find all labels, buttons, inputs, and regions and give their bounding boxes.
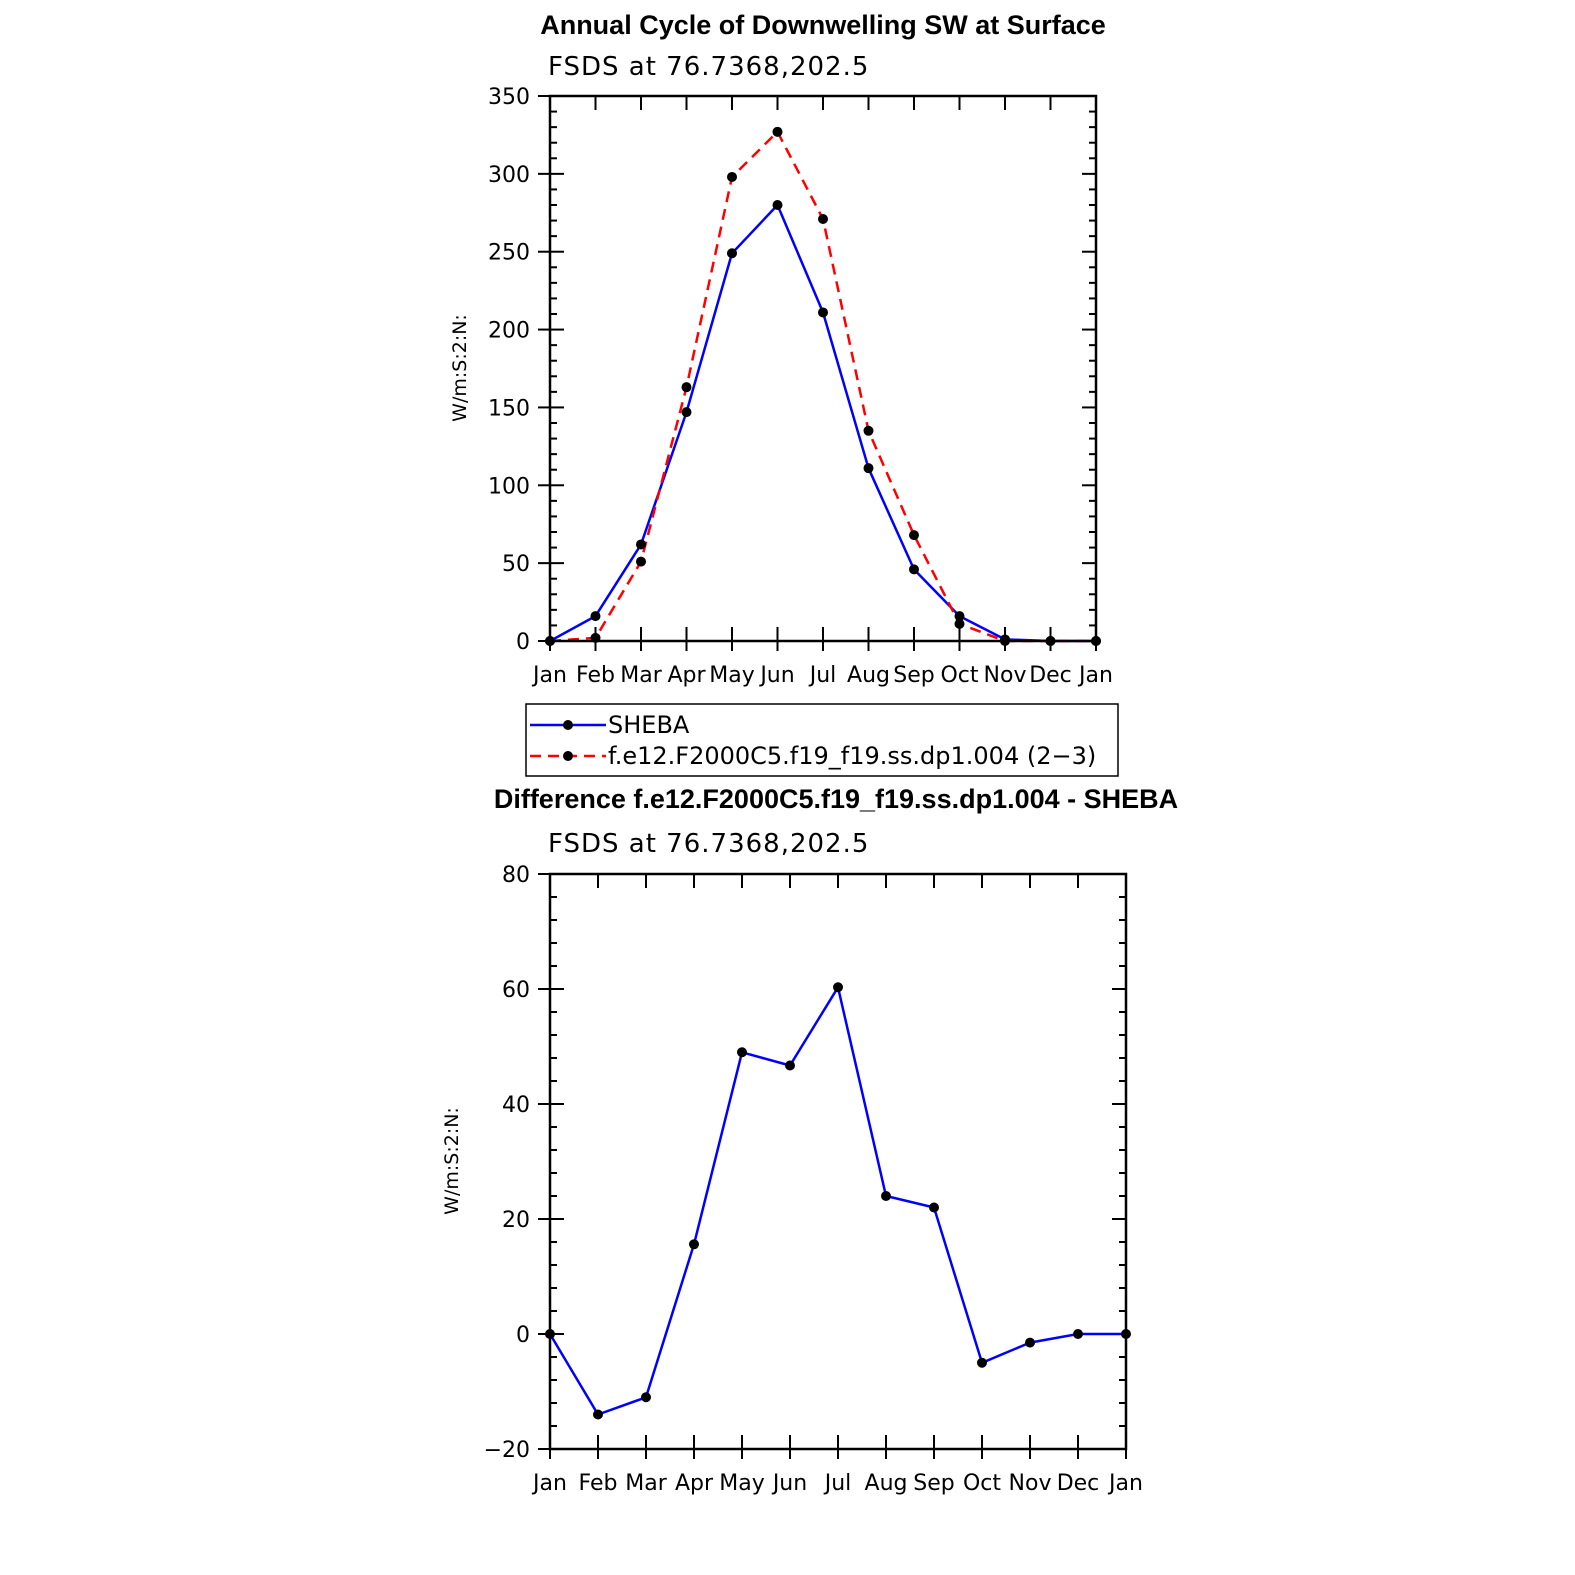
- x-tick-label: Feb: [578, 1471, 618, 1496]
- y-tick-label: 200: [488, 318, 530, 344]
- chart-2-x-tick-labels: [531, 1471, 1143, 1496]
- legend-sheba-marker: [563, 720, 573, 730]
- chart-difference: [441, 784, 1178, 1496]
- x-tick-label: May: [709, 663, 755, 688]
- data-point-series-1: [682, 382, 692, 392]
- x-tick-label: Jan: [533, 663, 567, 688]
- data-point-series-0: [864, 463, 874, 473]
- chart-2-ticks: [538, 874, 1126, 1459]
- x-tick-label: Sep: [913, 1471, 955, 1496]
- x-tick-label: Mar: [625, 1471, 667, 1496]
- data-point-series-0: [1073, 1329, 1083, 1339]
- data-point-series-0: [1025, 1338, 1035, 1348]
- data-point-series-1: [636, 557, 646, 567]
- series-line-0: [550, 987, 1126, 1414]
- y-tick-label: 0: [516, 1323, 530, 1348]
- data-point-series-0: [977, 1358, 987, 1368]
- x-tick-label: Aug: [864, 1471, 908, 1496]
- data-point-series-0: [636, 539, 646, 549]
- y-tick-label: 300: [488, 162, 530, 188]
- legend-sheba-label: SHEBA: [608, 711, 690, 739]
- x-tick-label: Feb: [576, 663, 615, 688]
- x-tick-label: Jun: [772, 1471, 808, 1496]
- chart-2-ylabel: W/m:S:2:N:: [441, 1107, 463, 1215]
- y-tick-label: 150: [488, 396, 530, 422]
- data-point-series-0: [909, 564, 919, 574]
- data-point-series-1: [818, 214, 828, 224]
- x-tick-label: Oct: [962, 1471, 1002, 1496]
- chart-2-title: Difference f.e12.F2000C5.f19_f19.ss.dp1.004 - SHEBA: [493, 784, 1179, 814]
- chart-annual-cycle: [449, 10, 1113, 688]
- data-point-series-0: [641, 1392, 651, 1402]
- data-point-series-0: [785, 1060, 795, 1070]
- legend-model-label: f.e12.F2000C5.f19_f19.ss.dp1.004 (2−3): [608, 742, 1097, 770]
- data-point-series-0: [689, 1239, 699, 1249]
- y-tick-label: 40: [502, 1093, 530, 1118]
- y-tick-label: 0: [516, 630, 530, 655]
- data-point-series-0: [591, 611, 601, 621]
- x-tick-label: May: [719, 1471, 765, 1496]
- y-tick-label: 100: [488, 474, 530, 500]
- data-point-series-1: [955, 619, 965, 629]
- data-point-series-0: [737, 1047, 747, 1057]
- data-point-series-0: [929, 1203, 939, 1213]
- y-tick-label: 20: [502, 1208, 530, 1233]
- data-point-series-1: [773, 127, 783, 137]
- x-tick-label: Sep: [893, 663, 935, 688]
- chart-2-series: [545, 982, 1131, 1419]
- chart-1-ylabel: W/m:S:2:N:: [449, 314, 471, 422]
- x-tick-label: Jan: [1079, 663, 1113, 688]
- chart-1-title: Annual Cycle of Downwelling SW at Surface: [540, 10, 1106, 40]
- chart-1-x-tick-labels: [531, 663, 1113, 688]
- data-point-series-0: [682, 407, 692, 417]
- x-tick-label: Nov: [983, 663, 1027, 688]
- chart-1-ticks: [538, 96, 1096, 651]
- data-point-series-0: [818, 307, 828, 317]
- y-tick-label: −20: [483, 1438, 530, 1463]
- x-tick-label: Dec: [1029, 663, 1072, 688]
- x-tick-label: Apr: [674, 1471, 714, 1496]
- data-point-series-1: [727, 172, 737, 182]
- legend-model-marker: [563, 751, 573, 761]
- x-tick-label: Mar: [620, 663, 662, 688]
- x-tick-label: Apr: [667, 663, 706, 688]
- series-line-1: [550, 132, 1096, 641]
- data-point-series-0: [727, 248, 737, 258]
- chart-1-subtitle: FSDS at 76.7368,202.5: [548, 52, 870, 82]
- data-point-series-1: [909, 530, 919, 540]
- chart-2-subtitle: FSDS at 76.7368,202.5: [548, 829, 870, 859]
- x-tick-label: Nov: [1008, 1471, 1052, 1496]
- x-tick-label: Dec: [1056, 1471, 1100, 1496]
- y-tick-label: 350: [488, 85, 530, 110]
- chart-2-y-tick-labels: [484, 863, 530, 1463]
- chart-1-legend: [526, 704, 1118, 776]
- y-tick-label: 80: [502, 863, 530, 888]
- data-point-series-1: [864, 426, 874, 436]
- data-point-series-0: [881, 1191, 891, 1201]
- data-point-series-0: [833, 982, 843, 992]
- data-point-series-0: [773, 200, 783, 210]
- x-tick-label: Aug: [847, 663, 890, 688]
- data-point-series-0: [593, 1410, 603, 1420]
- x-tick-label: Jun: [760, 663, 795, 688]
- x-tick-label: Oct: [940, 663, 979, 688]
- y-tick-label: 50: [502, 552, 530, 578]
- y-tick-label: 60: [502, 978, 530, 1003]
- chart-1-series: [545, 127, 1101, 646]
- x-tick-label: Jan: [533, 1471, 567, 1496]
- x-tick-label: Jan: [1109, 1471, 1143, 1496]
- x-tick-label: Jul: [824, 1471, 852, 1496]
- chart-2-plot-frame: [550, 874, 1126, 1449]
- y-tick-label: 250: [488, 240, 530, 266]
- x-tick-label: Jul: [809, 663, 837, 688]
- chart-1-y-tick-labels: [488, 85, 530, 655]
